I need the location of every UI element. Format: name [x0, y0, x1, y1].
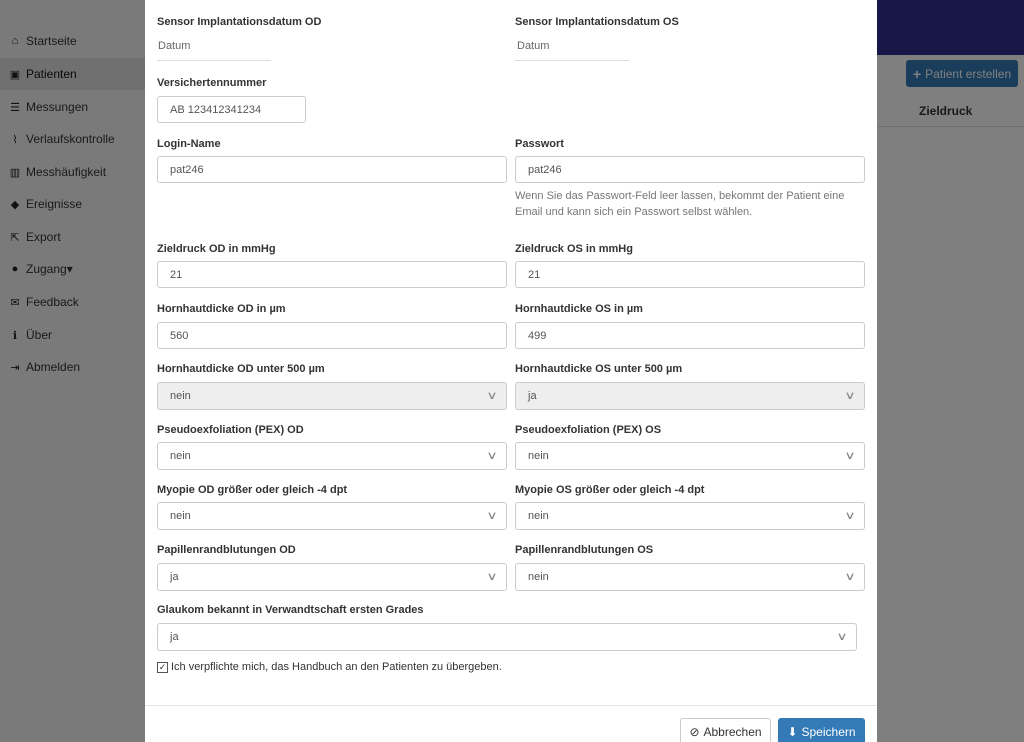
sensor-os-underline: [515, 60, 629, 61]
password-label: Passwort: [515, 138, 564, 150]
select-value: nein: [528, 571, 549, 583]
chevron-down-icon: ∨: [844, 450, 856, 462]
login-name-field[interactable]: pat246: [157, 156, 507, 183]
target-pressure-os-field[interactable]: 21: [515, 261, 865, 288]
target-pressure-od-label: Zieldruck OD in mmHg: [157, 243, 276, 255]
myopia-os-label: Myopie OS größer oder gleich -4 dpt: [515, 484, 705, 496]
disc-hemorrhage-od-select[interactable]: [157, 563, 507, 591]
download-icon: ⬇: [787, 725, 798, 739]
cornea-under500-od-label: Hornhautdicke OD unter 500 µm: [157, 363, 325, 375]
select-value: nein: [528, 510, 549, 522]
pex-od-select[interactable]: [157, 442, 507, 470]
cornea-under500-od-select: [157, 382, 507, 410]
sensor-os-label: Sensor Implantationsdatum OS: [515, 16, 679, 28]
sensor-od-underline: [157, 60, 271, 61]
myopia-od-select[interactable]: [157, 502, 507, 530]
select-value: ja: [170, 571, 179, 583]
sensor-os-date-input[interactable]: Datum: [517, 40, 550, 52]
select-value: ja: [170, 631, 179, 643]
cancel-label: Abbrechen: [703, 725, 762, 739]
chevron-down-icon: ∨: [486, 510, 498, 522]
login-label: Login-Name: [157, 138, 221, 150]
chevron-down-icon: ∨: [836, 631, 848, 643]
cancel-button[interactable]: [680, 718, 771, 742]
cornea-under500-os-select: [515, 382, 865, 410]
pex-od-label: Pseudoexfoliation (PEX) OD: [157, 424, 304, 436]
select-value: nein: [528, 450, 549, 462]
cornea-thickness-os-label: Hornhautdicke OS in µm: [515, 303, 643, 315]
ban-icon: ⊘: [689, 725, 700, 739]
disc-hemorrhage-os-select[interactable]: [515, 563, 865, 591]
sensor-od-label: Sensor Implantationsdatum OD: [157, 16, 322, 28]
select-value: nein: [170, 510, 191, 522]
chevron-down-icon: ∨: [844, 390, 856, 402]
target-pressure-os-label: Zieldruck OS in mmHg: [515, 243, 633, 255]
save-button[interactable]: [778, 718, 865, 742]
pex-os-select[interactable]: [515, 442, 865, 470]
select-value: ja: [528, 390, 537, 402]
password-help-line-1: Wenn Sie das Passwort-Feld leer lassen, bekommt der Patient eine: [515, 190, 845, 202]
pex-os-label: Pseudoexfoliation (PEX) OS: [515, 424, 662, 436]
handbook-checkbox[interactable]: ✓: [158, 661, 167, 672]
chevron-down-icon: ∨: [486, 571, 498, 583]
select-value: nein: [170, 390, 191, 402]
cornea-under500-os-label: Hornhautdicke OS unter 500 µm: [515, 363, 683, 375]
handbook-checkbox-row[interactable]: [157, 661, 502, 673]
edit-patient-modal: [145, 0, 877, 742]
password-help-line-2: Email und kann sich ein Passwort selbst wählen.: [515, 206, 753, 218]
chevron-down-icon: ∨: [486, 450, 498, 462]
target-pressure-od-field[interactable]: 21: [157, 261, 507, 288]
myopia-os-select[interactable]: [515, 502, 865, 530]
modal-footer-divider: [145, 705, 877, 706]
myopia-od-label: Myopie OD größer oder gleich -4 dpt: [157, 484, 348, 496]
chevron-down-icon: ∨: [844, 571, 856, 583]
select-value: nein: [170, 450, 191, 462]
insurance-number-field[interactable]: AB 123412341234: [157, 96, 306, 123]
disc-hemorrhage-od-label: Papillenrandblutungen OD: [157, 544, 296, 556]
sensor-od-date-input[interactable]: Datum: [158, 40, 191, 52]
save-label: Speichern: [801, 725, 856, 739]
cornea-thickness-od-label: Hornhautdicke OD in µm: [157, 303, 286, 315]
insurance-label: Versichertennummer: [157, 77, 267, 89]
chevron-down-icon: ∨: [486, 390, 498, 402]
disc-hemorrhage-os-label: Papillenrandblutungen OS: [515, 544, 654, 556]
family-glaucoma-label: Glaukom bekannt in Verwandtschaft ersten Grades: [157, 604, 424, 616]
handbook-checkbox-label: Ich verpflichte mich, das Handbuch an den Patienten zu übergeben.: [171, 661, 502, 673]
chevron-down-icon: ∨: [844, 510, 856, 522]
cornea-thickness-os-field[interactable]: 499: [515, 322, 865, 349]
family-glaucoma-select[interactable]: [157, 623, 857, 651]
cornea-thickness-od-field[interactable]: 560: [157, 322, 507, 349]
password-field[interactable]: pat246: [515, 156, 865, 183]
